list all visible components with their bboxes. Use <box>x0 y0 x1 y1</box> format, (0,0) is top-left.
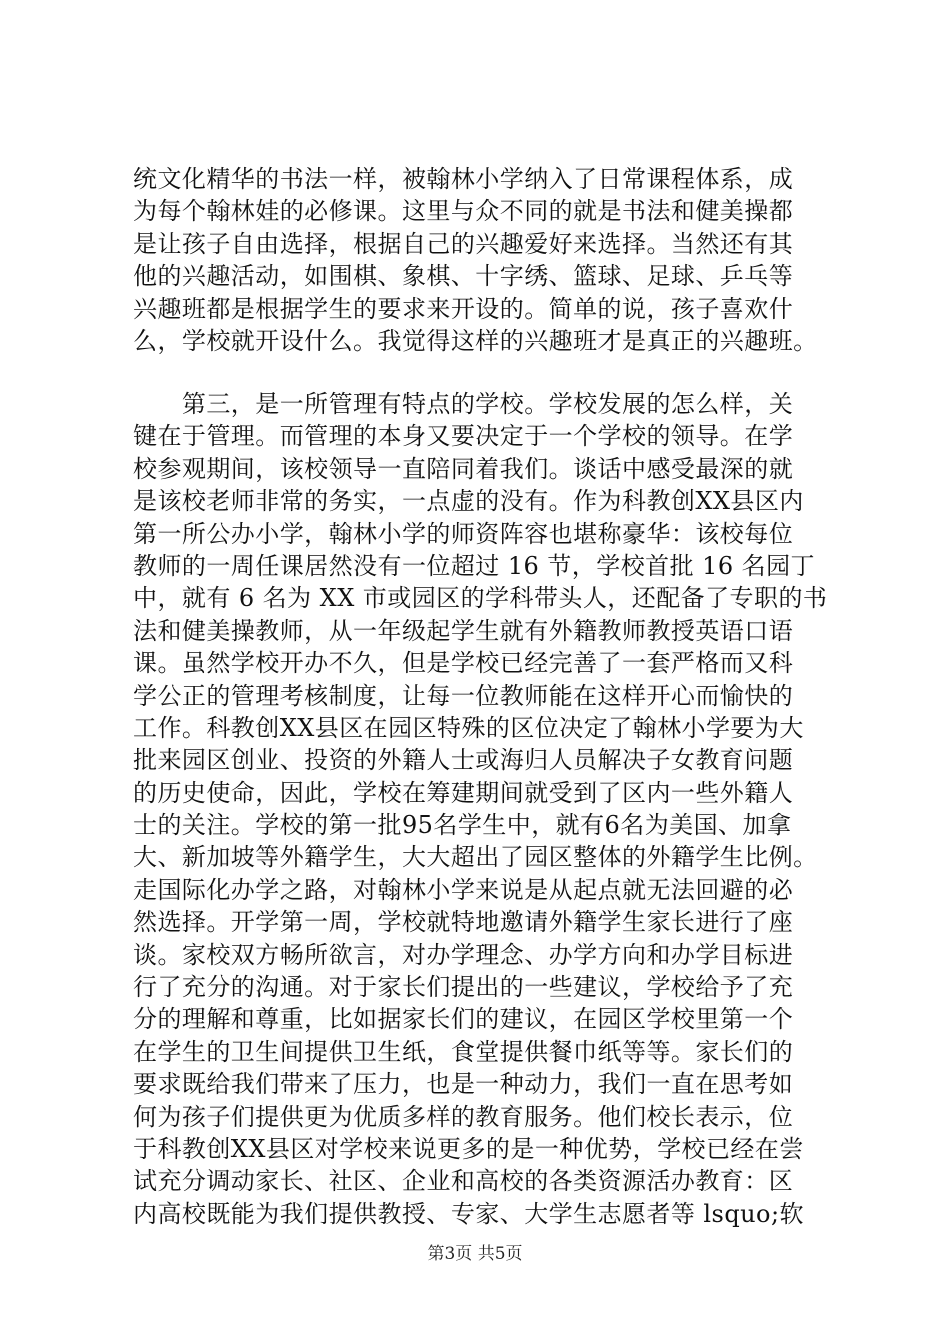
text-line: 分的理解和尊重，比如据家长们的建议，在园区学校里第一个 <box>133 1005 794 1034</box>
text-line: 第一所公办小学，翰林小学的师资阵容也堪称豪华：该校每位 <box>133 519 794 548</box>
text-line: 统文化精华的书法一样，被翰林小学纳入了日常课程体系，成 <box>133 165 794 193</box>
text-line: 他的兴趣活动，如围棋、象棋、十字绣、篮球、足球、乒乓等 <box>133 262 794 291</box>
text-line: 工作。科教创XX县区在园区特殊的区位决定了翰林小学要为大 <box>133 713 804 742</box>
text-line: 为每个翰林娃的必修课。这里与众不同的就是书法和健美操都 <box>133 197 794 226</box>
text-line: 第三，是一所管理有特点的学校。学校发展的怎么样，关 <box>133 390 794 418</box>
text-line: 内高校既能为我们提供教授、专家、大学生志愿者等 lsquo;软 <box>133 1199 804 1228</box>
text-line: 么，学校就开设什么。我觉得这样的兴趣班才是真正的兴趣班。 <box>133 326 818 355</box>
text-line: 然选择。开学第一周，学校就特地邀请外籍学生家长进行了座 <box>133 908 794 937</box>
text-line: 何为孩子们提供更为优质多样的教育服务。他们校长表示，位 <box>133 1102 794 1131</box>
text-line: 要求既给我们带来了压力，也是一种动力，我们一直在思考如 <box>133 1070 794 1099</box>
text-line: 中，就有 6 名为 XX 市或园区的学科带头人，还配备了专职的书 <box>133 584 828 613</box>
text-line: 学公正的管理考核制度，让每一位教师能在这样开心而愉快的 <box>133 681 794 710</box>
text-line: 兴趣班都是根据学生的要求来开设的。简单的说，孩子喜欢什 <box>133 294 794 323</box>
text-line: 在学生的卫生间提供卫生纸，食堂提供餐巾纸等等。家长们的 <box>133 1037 794 1066</box>
page-footer: 第3页 共5页 <box>427 1244 523 1264</box>
text-line: 是让孩子自由选择，根据自己的兴趣爱好来选择。当然还有其 <box>133 229 794 258</box>
text-line: 谈。家校双方畅所欲言，对办学理念、办学方向和办学目标进 <box>133 940 794 969</box>
text-line: 法和健美操教师，从一年级起学生就有外籍教师教授英语口语 <box>133 616 794 645</box>
paragraph-management <box>133 388 833 1230</box>
text-line: 走国际化办学之路，对翰林小学来说是从起点就无法回避的必 <box>133 875 794 904</box>
text-line: 大、新加坡等外籍学生，大大超出了园区整体的外籍学生比例。 <box>133 843 818 872</box>
text-line: 校参观期间，该校领导一直陪同着我们。谈话中感受最深的就 <box>133 454 794 483</box>
text-line: 是该校老师非常的务实，一点虚的没有。作为科教创XX县区内 <box>133 487 804 516</box>
text-line: 的历史使命，因此，学校在筹建期间就受到了区内一些外籍人 <box>133 778 794 807</box>
text-line: 课。虽然学校开办不久，但是学校已经完善了一套严格而又科 <box>133 649 794 678</box>
text-line: 士的关注。学校的第一批95名学生中，就有6名为美国、加拿 <box>133 811 792 840</box>
text-line: 批来园区创业、投资的外籍人士或海归人员解决子女教育问题 <box>133 746 794 775</box>
text-line: 教师的一周任课居然没有一位超过 16 节，学校首批 16 名园丁 <box>133 551 815 580</box>
paragraph-interest-classes <box>133 163 833 357</box>
text-line: 行了充分的沟通。对于家长们提出的一些建议，学校给予了充 <box>133 973 794 1002</box>
text-line: 键在于管理。而管理的本身又要决定于一个学校的领导。在学 <box>133 422 794 451</box>
text-line: 于科教创XX县区对学校来说更多的是一种优势，学校已经在尝 <box>133 1134 804 1163</box>
text-line: 试充分调动家长、社区、企业和高校的各类资源活办教育：区 <box>133 1167 794 1196</box>
